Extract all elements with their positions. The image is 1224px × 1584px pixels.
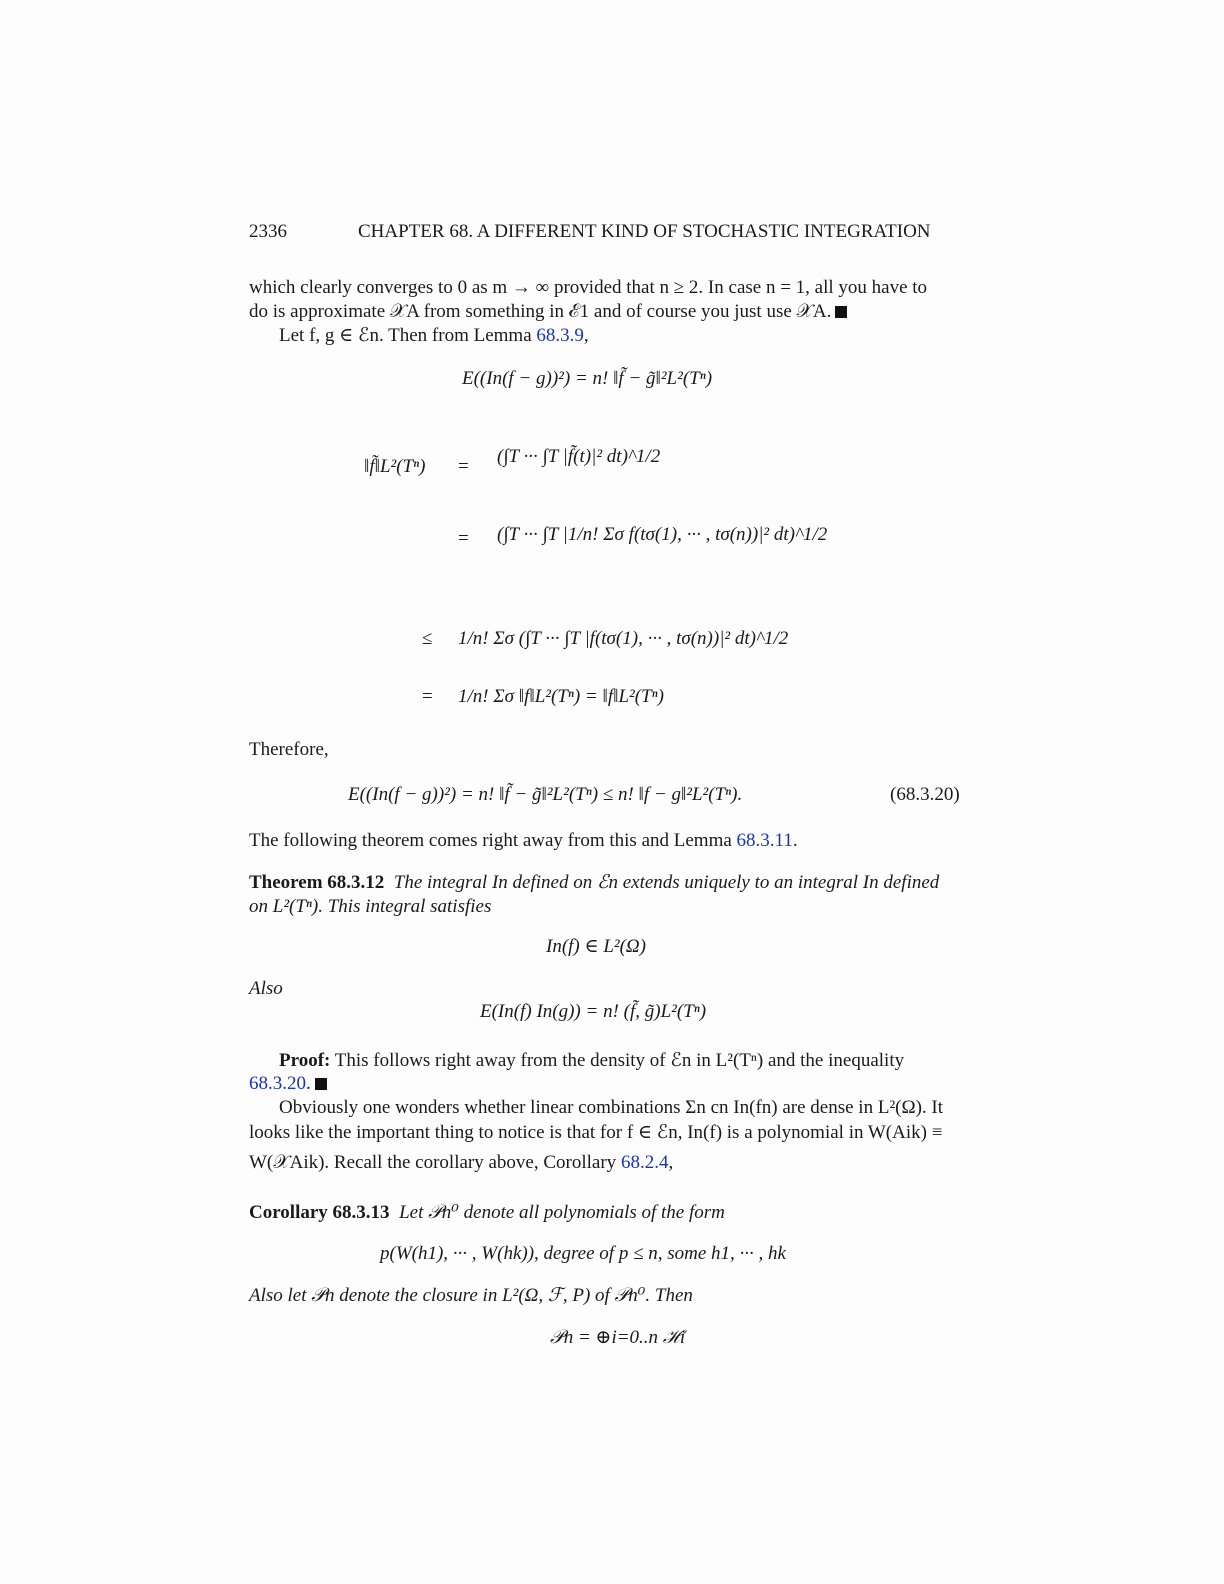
paragraph-line	[279, 324, 589, 348]
less-equal-sign: ≤	[422, 628, 433, 649]
proof-line	[279, 1049, 904, 1073]
corollary-label: Corollary 68.3.13	[249, 1202, 390, 1223]
proof-line	[249, 1072, 327, 1096]
paragraph-line	[249, 300, 847, 324]
paragraph-text: The following theorem comes right away from this and Lemma	[249, 830, 732, 851]
page-number: 2336	[249, 221, 287, 242]
qed-square-icon	[835, 306, 847, 318]
lemma-link[interactable]: 68.3.9	[536, 325, 584, 346]
equals-sign: =	[458, 456, 469, 477]
theorem-also: Also	[249, 978, 283, 999]
paragraph-line: which clearly converges to 0 as m → ∞ provided that n ≥ 2. In case n = 1, all you have to	[249, 277, 928, 298]
punctuation: ,	[583, 325, 589, 346]
corollary-text: Let 𝒫n⁰ denote all polynomials of the form	[399, 1202, 725, 1223]
paragraph-line	[249, 1151, 673, 1175]
display-equation: E(In(f) In(g)) = n! (f̃, g̃)L²(Tⁿ)	[480, 1001, 707, 1022]
align-row: (∫T ··· ∫T |f̃(t)|² dt)^1/2	[497, 446, 661, 467]
theorem-line: on L²(Tⁿ). This integral satisfies	[249, 896, 492, 917]
corollary-link[interactable]: 68.2.4	[620, 1152, 669, 1173]
equals-sign: =	[422, 686, 433, 707]
equals-sign: =	[458, 528, 469, 549]
paragraph-line: Therefore,	[249, 739, 329, 760]
proof-text: This follows right away from the density of ℰn in L²(Tⁿ) and the inequality	[334, 1050, 905, 1071]
display-equation: In(f) ∈ L²(Ω)	[546, 936, 646, 957]
align-row: (∫T ··· ∫T |1/n! Σσ f(tσ(1), ··· , tσ(n))|² dt)^1/2	[497, 524, 828, 545]
proof-label: Proof:	[279, 1050, 331, 1071]
punctuation: .	[306, 1073, 311, 1094]
display-equation: 𝒫n = ⊕i=0..n ℋi	[550, 1327, 686, 1348]
paragraph-line: Obviously one wonders whether linear combinations Σn cn In(fn) are dense in L²(Ω). It	[279, 1097, 944, 1118]
qed-square-icon	[315, 1078, 327, 1090]
equation-link[interactable]: 68.3.20	[249, 1073, 306, 1094]
paragraph-text: W(𝒳Aik). Recall the corollary above, Corollary	[249, 1152, 617, 1173]
align-row: 1/n! Σσ ‖f‖L²(Tⁿ) = ‖f‖L²(Tⁿ)	[458, 686, 664, 707]
theorem-text: The integral In defined on ℰn extends uniquely to an integral In defined	[393, 872, 940, 893]
theorem-label: Theorem 68.3.12	[249, 872, 385, 893]
display-equation: E((In(f − g))²) = n! ‖f̃ − g̃‖²L²(Tⁿ) ≤ n! ‖f − g‖²L²(Tⁿ).	[348, 784, 743, 805]
paragraph-text: do is approximate 𝒳A from something in ℰ1 and of course you just use 𝒳A.	[249, 301, 832, 322]
align-lhs: ‖f̃‖L²(Tⁿ)	[364, 456, 426, 477]
paragraph-line: looks like the important thing to notice is that for f ∈ ℰn, In(f) is a polynomial in W(Aik) ≡	[249, 1122, 943, 1143]
display-equation: p(W(h1), ··· , W(hk)), degree of p ≤ n, some h1, ··· , hk	[380, 1243, 786, 1264]
paragraph-text: Let f, g ∈ ℰn. Then from Lemma	[279, 325, 532, 346]
punctuation: ,	[668, 1152, 674, 1173]
align-row: 1/n! Σσ (∫T ··· ∫T |f(tσ(1), ··· , tσ(n))|² dt)^1/2	[458, 628, 789, 649]
display-equation: E((In(f − g))²) = n! ‖f̃ − g̃‖²L²(Tⁿ)	[462, 368, 713, 389]
theorem-line	[249, 871, 939, 895]
lemma-link[interactable]: 68.3.11	[736, 830, 793, 851]
corollary-line: Also let 𝒫n denote the closure in L²(Ω, ℱ, P) of 𝒫n⁰. Then	[249, 1285, 693, 1306]
punctuation: .	[792, 830, 798, 851]
paragraph-line	[249, 829, 798, 853]
corollary-line	[249, 1201, 725, 1225]
equation-number: (68.3.20)	[890, 784, 960, 805]
chapter-title: CHAPTER 68. A DIFFERENT KIND OF STOCHASTIC INTEGRATION	[358, 221, 931, 242]
